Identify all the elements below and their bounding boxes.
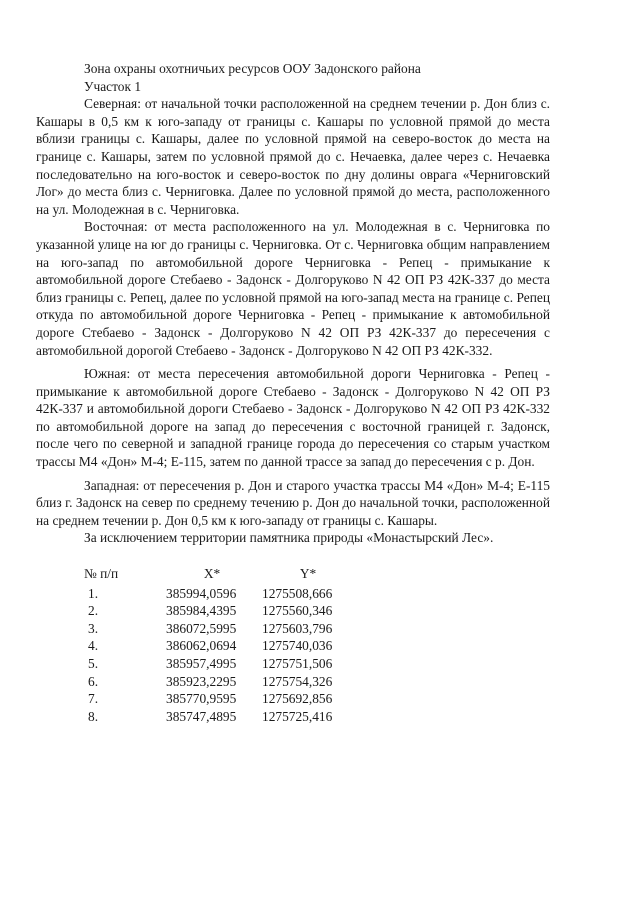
table-row xyxy=(84,673,356,691)
cell-number: 4. xyxy=(88,638,99,654)
cell-number: 6. xyxy=(88,673,99,689)
table-row xyxy=(84,602,356,620)
table-header-row xyxy=(84,565,356,585)
table-row xyxy=(84,637,356,655)
table-row xyxy=(84,655,356,673)
paragraph-south: Южная: от места пересечения автомобильной дороги Черниговка - Репец - примыкание к автомобильной дороге Стебаево - Задонск - Долгоруково N 42 ОП РЗ 42К-337 и автомобильной дороги Стебаево - Задонск - Долгоруково N 42 ОП РЗ 42К-332 по автомобильной дороге на запад до пересечения с восточной границей г. Задонск, после чего по северной и западной границе города до пересечения со старым участком трассы М4 «Дон» М-4; Е-115, затем по данной трассе за запад до пересечения с р. Дон. xyxy=(36,366,550,470)
paragraph-east: Восточная: от места расположенного на ул. Молодежная в с. Черниговка по указанной улице на юг до границы с. Черниговка. От с. Черниговка общим направлением на юго-запад по автомобильной дороге Черниговка - Репец - примыкание к автомобильной дороге Стебаево - Задонск - Долгоруково N 42 ОП РЗ 42К-337 до места близ границы с. Репец, далее по условной прямой на юго-запад места на границе с. Репец откуда по автомобильной дороге Черниговка - Репец - примыкание к автомобильной дороге Стебаево - Задонск - Долгоруково N 42 ОП РЗ 42К-337 до пересечения с автомобильной дорогой Стебаево - Задонск - Долгоруково N 42 ОП РЗ 42К-332. xyxy=(36,219,550,358)
cell-y: 1275725,416 xyxy=(262,708,333,724)
cell-y: 1275692,856 xyxy=(262,691,333,707)
cell-y: 1275508,666 xyxy=(262,585,333,601)
cell-y: 1275560,346 xyxy=(262,603,333,619)
cell-x: 385923,2295 xyxy=(166,673,237,689)
table-row xyxy=(84,690,356,708)
header-x: X* xyxy=(203,566,221,582)
cell-x: 386072,5995 xyxy=(166,620,237,636)
document-title: Зона охраны охотничьих ресурсов ООУ Задонского района xyxy=(84,61,421,76)
header-number: № п/п xyxy=(84,566,119,582)
table-row xyxy=(84,585,356,603)
exclusion-note: За исключением территории памятника природы «Монастырский Лес». xyxy=(84,530,494,546)
cell-x: 385747,4895 xyxy=(166,708,237,724)
table-row xyxy=(84,620,356,638)
cell-x: 385994,0596 xyxy=(166,585,237,601)
paragraph-north: Северная: от начальной точки расположенной на среднем течении р. Дон близ с. Кашары в 0,5 км к юго-западу от границы с. Кашары по условной прямой до места вблизи границы с. Кашары, далее по условной прямой на северо-восток до места на границе с. Кашары, затем по условной прямой до с. Нечаевка, далее через с. Нечаевка последовательно на юго-восток и северо-восток по дну долины оврага «Черниговский Лог» до места близ с. Черниговка. Далее по условной прямой до места, расположенного на ул. Молодежная в с. Черниговка. xyxy=(36,96,550,217)
cell-y: 1275754,326 xyxy=(262,673,333,689)
section-heading: Участок 1 xyxy=(84,78,142,94)
header-y: Y* xyxy=(299,566,317,582)
cell-x: 385770,9595 xyxy=(166,691,237,707)
cell-number: 2. xyxy=(88,603,99,619)
cell-x: 386062,0694 xyxy=(166,638,237,654)
coordinates-table xyxy=(84,565,356,725)
cell-y: 1275740,036 xyxy=(262,638,333,654)
cell-number: 7. xyxy=(88,691,99,707)
cell-y: 1275603,796 xyxy=(262,620,333,636)
table-row xyxy=(84,708,356,726)
document-page xyxy=(36,60,550,725)
cell-x: 385957,4995 xyxy=(166,656,237,671)
cell-number: 1. xyxy=(88,585,99,601)
cell-number: 5. xyxy=(88,656,99,671)
paragraph-west: Западная: от пересечения р. Дон и старого участка трассы М4 «Дон» М-4; Е-115 близ г. Задонск на север по среднему течению р. Дон до начальной точки, расположенной на среднем течении р. Дон 0,5 км к юго-западу от границы с. Кашары. xyxy=(36,477,550,528)
cell-x: 385984,4395 xyxy=(166,603,237,619)
cell-number: 8. xyxy=(88,708,99,724)
cell-y: 1275751,506 xyxy=(262,656,333,671)
cell-number: 3. xyxy=(88,620,99,636)
